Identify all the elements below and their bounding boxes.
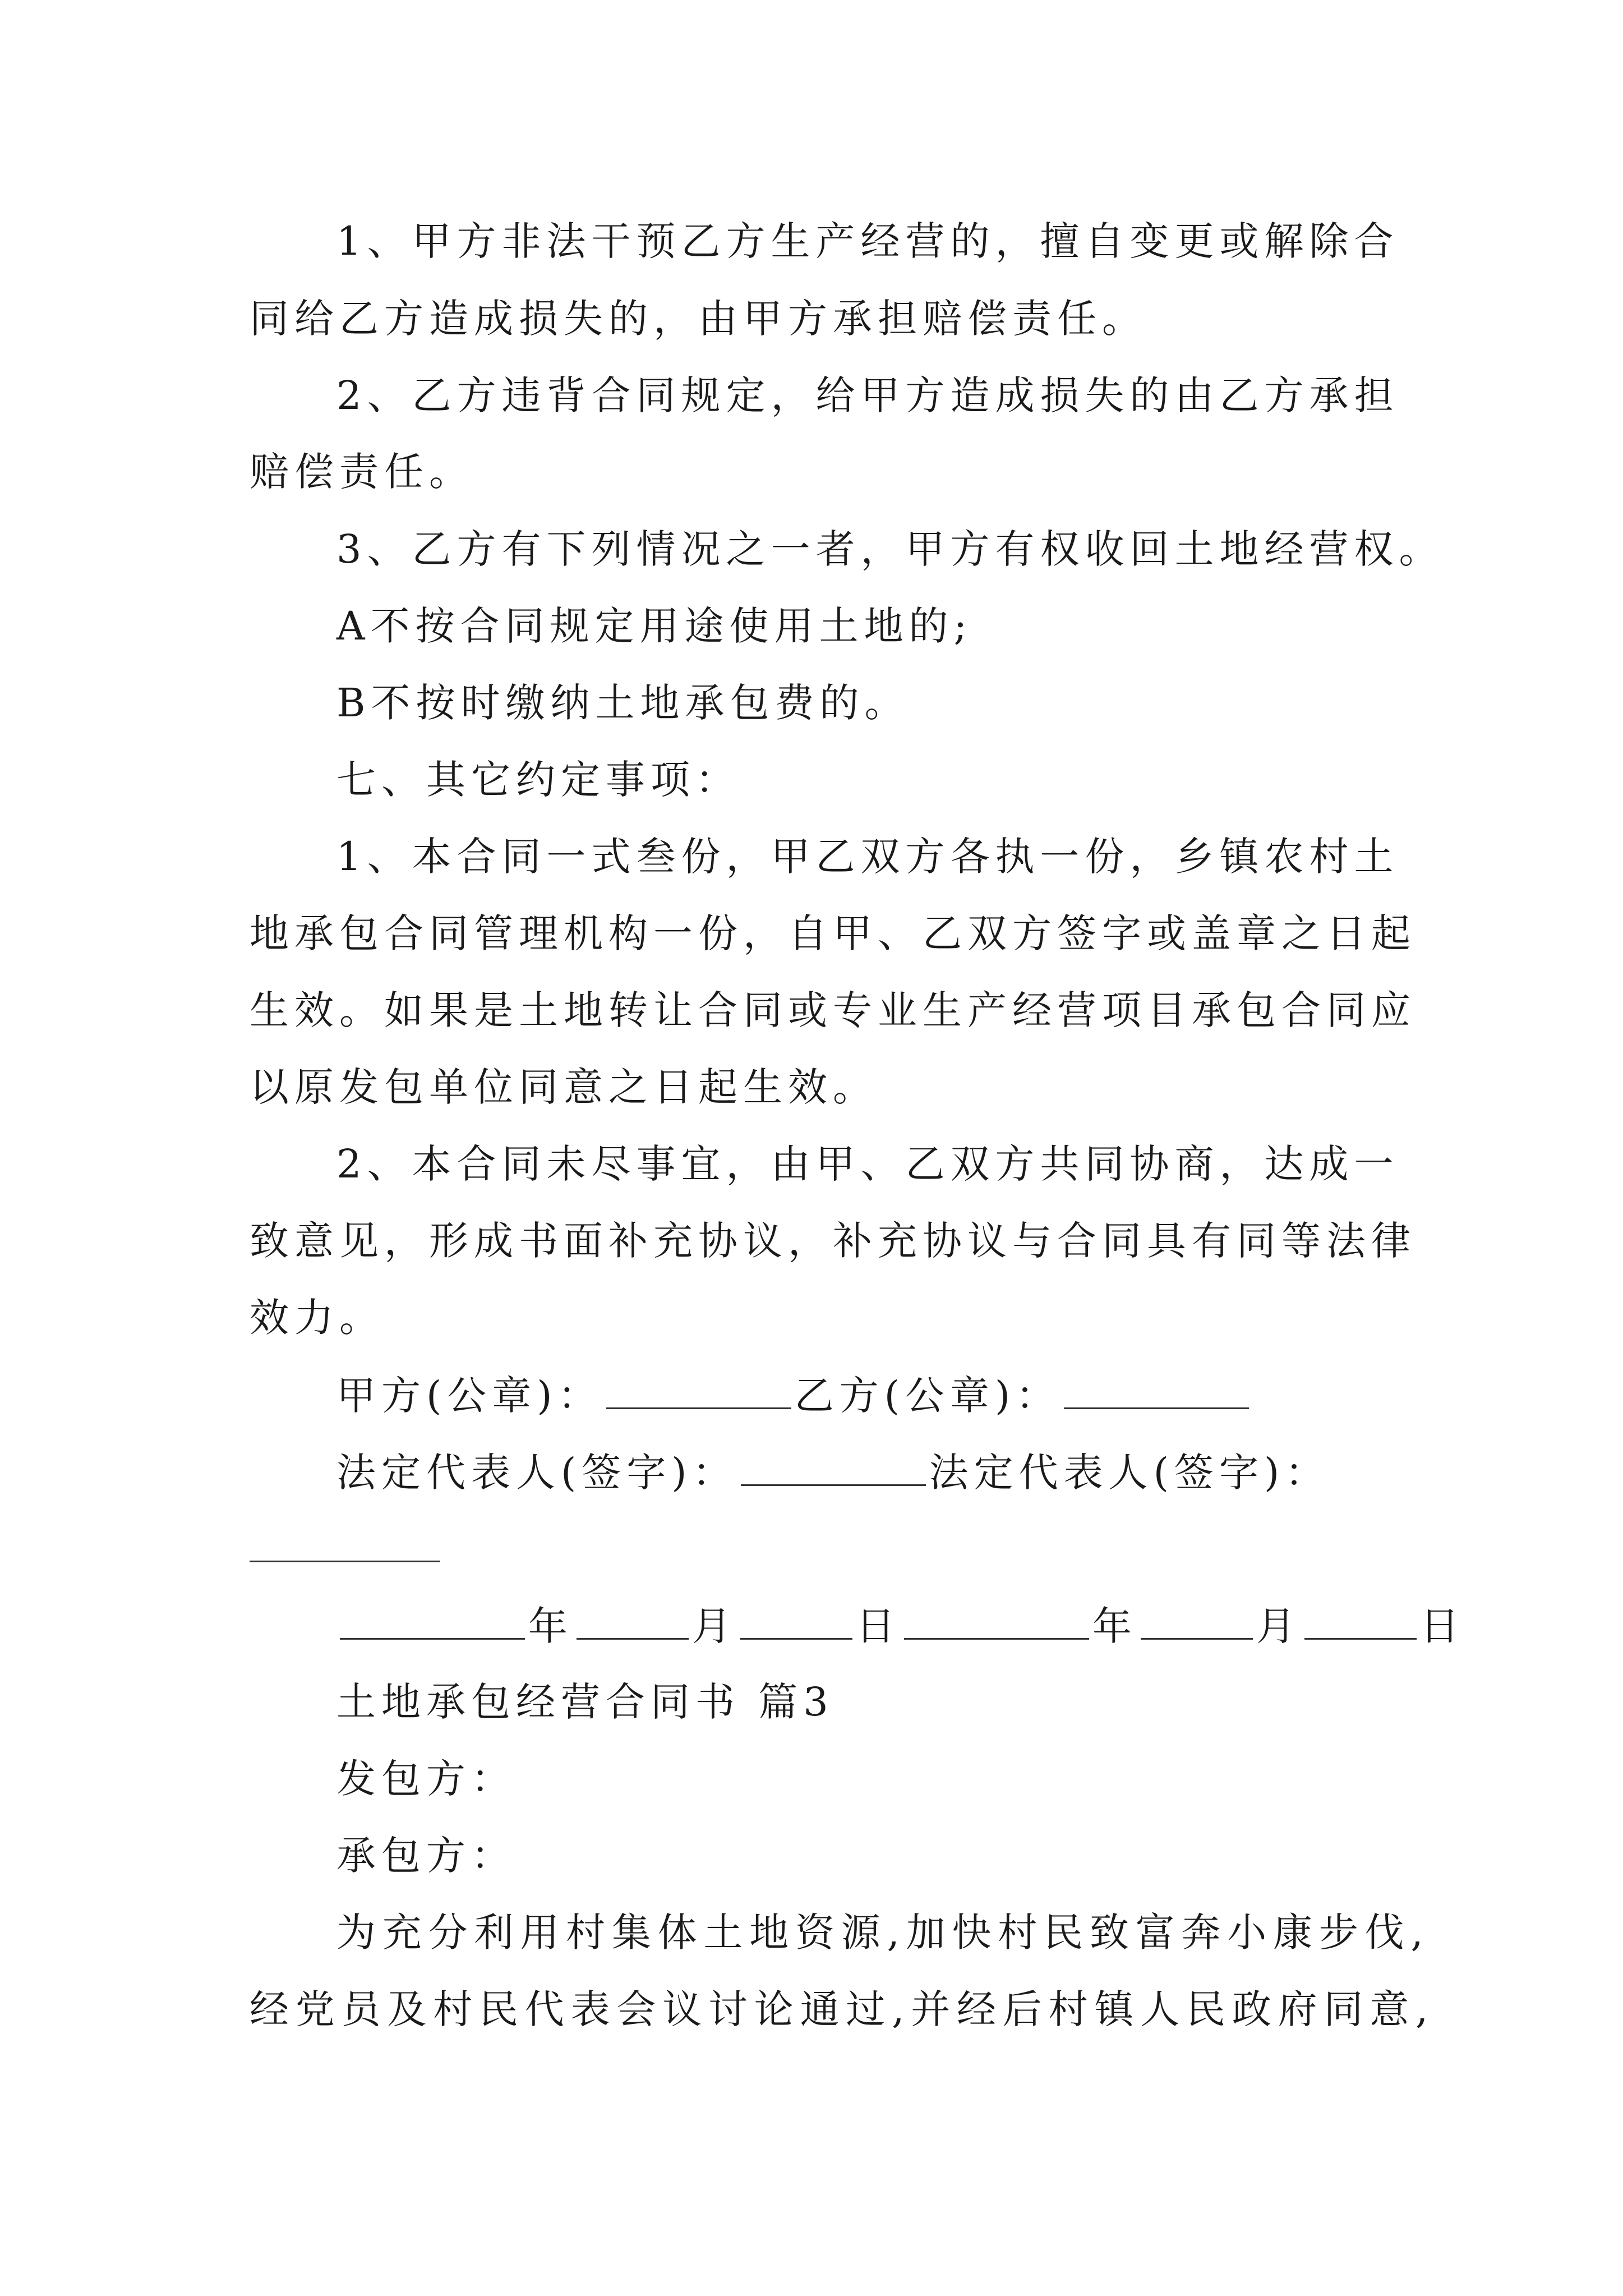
rep-b-blank [250,1561,440,1562]
text-line: 赔偿责任。 [250,449,474,495]
text-line: A不按合同规定用途使用土地的; [336,603,973,649]
month-a-blank [577,1605,689,1640]
text-line: 地承包合同管理机构一份，自甲、乙双方签字或盖章之日起 [250,910,1416,956]
text-line: 以原发包单位同意之日起生效。 [250,1064,878,1110]
text-line: 致意见，形成书面补充协议，补充协议与合同具有同等法律 [250,1218,1416,1264]
rep-a-label: 法定代表人(签字)： [336,1450,737,1496]
rep-b-label: 法定代表人(签字)： [929,1450,1330,1496]
text-line: 为充分利用村集体土地资源,加快村民致富奔小康步伐, [336,1910,1430,1955]
month-a-label: 月 [692,1603,737,1649]
month-b-blank [1141,1605,1253,1640]
party-b-seal-blank [1064,1375,1249,1409]
year-a-label: 年 [528,1603,573,1649]
text-line: 生效。如果是土地转让合同或专业生产经营项目承包合同应 [250,987,1416,1033]
text-line: 1、本合同一式叁份，甲乙双方各执一份，乡镇农村土 [336,834,1399,880]
representative-line [336,1450,1330,1496]
month-b-label: 月 [1256,1603,1301,1649]
seal-line [336,1373,1252,1419]
party-b-seal-label: 乙方(公章)： [794,1373,1061,1419]
day-b-blank [1304,1605,1417,1640]
party-a-seal-blank [606,1375,791,1409]
rep-a-blank [741,1452,926,1486]
text-line: 2、乙方违背合同规定，给甲方造成损失的由乙方承担 [336,372,1399,418]
day-a-label: 日 [856,1603,901,1649]
section-heading: 七、其它约定事项： [336,757,740,803]
text-line: 效力。 [250,1295,384,1341]
text-line: 2、本合同未尽事宜，由甲、乙双方共同协商，达成一 [336,1141,1399,1187]
day-a-blank [740,1605,852,1640]
date-line [336,1603,1465,1649]
text-line: 3、乙方有下列情况之一者，甲方有权收回土地经营权。 [336,526,1444,572]
text-line: 同给乙方造成损失的，由甲方承担赔偿责任。 [250,296,1147,342]
contractor-label: 承包方： [336,1833,516,1879]
day-b-label: 日 [1420,1603,1465,1649]
year-a-blank [340,1605,525,1640]
year-b-label: 年 [1092,1603,1137,1649]
text-line: 1、甲方非法干预乙方生产经营的，擅自变更或解除合 [336,218,1399,264]
text-line: 经党员及村民代表会议讨论通过,并经后村镇人民政府同意, [250,1986,1435,2032]
year-b-blank [904,1605,1089,1640]
text-line: B不按时缴纳土地承包费的。 [336,680,910,726]
section-title: 土地承包经营合同书 篇3 [336,1679,834,1725]
issuer-label: 发包方： [336,1756,516,1802]
party-a-seal-label: 甲方(公章)： [336,1373,603,1419]
